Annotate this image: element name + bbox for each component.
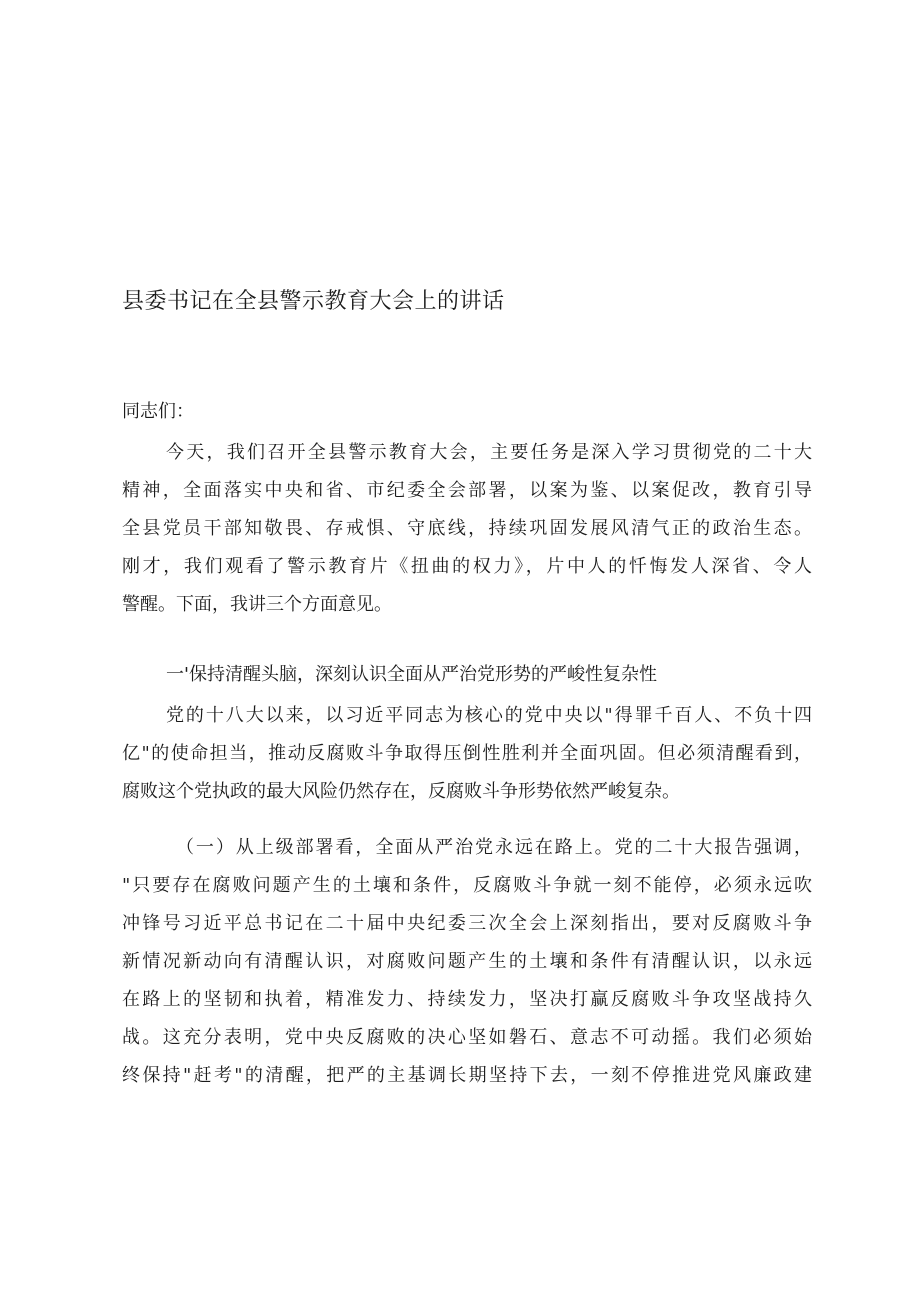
paragraph-line: 新情况新动向有清醒认识，对腐败问题产生的土壤和条件有清醒认识，以永远 (122, 951, 812, 972)
salutation: 同志们： (122, 401, 194, 422)
paragraph-line: 冲锋号习近平总书记在二十届中央纪委三次全会上深刻指出，要对反腐败斗争 (122, 913, 812, 934)
paragraph-subsection-1 (122, 829, 812, 1095)
paragraph-line: 战。这充分表明，党中央反腐败的决心坚如磐石、意志不可动摇。我们必须始 (122, 1027, 812, 1048)
paragraph-line: 警醒。下面，我讲三个方面意见。 (122, 594, 392, 615)
paragraph-intro (122, 434, 812, 624)
document-title: 县委书记在全县警示教育大会上的讲话 (122, 289, 505, 314)
paragraph-line: "只要存在腐败问题产生的土壤和条件，反腐败斗争就一刻不能停，必须永远吹 (122, 875, 812, 896)
section-heading-1: 一'保持清醒头脑，深刻认识全面从严治党形势的严峻性复杂性 (166, 664, 657, 685)
paragraph-line: 精神，全面落实中央和省、市纪委全会部署，以案为鉴、以案促改，教育引导 (122, 480, 812, 501)
paragraph-line: 在路上的坚韧和执着，精准发力、持续发力，坚决打赢反腐败斗争攻坚战持久 (122, 989, 812, 1010)
paragraph-line: 终保持"赶考"的清醒，把严的主基调长期坚持下去，一刻不停推进党风廉政建 (122, 1065, 812, 1086)
paragraph-section1-intro (122, 697, 812, 811)
paragraph-line: 腐败这个党执政的最大风险仍然存在，反腐败斗争形势依然严峻复杂。 (122, 781, 680, 802)
paragraph-line: 全县党员干部知敬畏、存戒惧、守底线，持续巩固发展风清气正的政治生态。 (122, 518, 812, 539)
paragraph-line: （一）从上级部署看，全面从严治党永远在路上。党的二十大报告强调， (176, 837, 812, 858)
paragraph-line: 党的十八大以来，以习近平同志为核心的党中央以"得罪千百人、不负十四 (166, 705, 812, 726)
paragraph-line: 刚才，我们观看了警示教育片《扭曲的权力》，片中人的忏悔发人深省、令人 (122, 556, 812, 577)
paragraph-line: 亿"的使命担当，推动反腐败斗争取得压倒性胜利并全面巩固。但必须清醒看到， (122, 743, 812, 764)
paragraph-line: 今天，我们召开全县警示教育大会，主要任务是深入学习贯彻党的二十大 (166, 442, 812, 463)
